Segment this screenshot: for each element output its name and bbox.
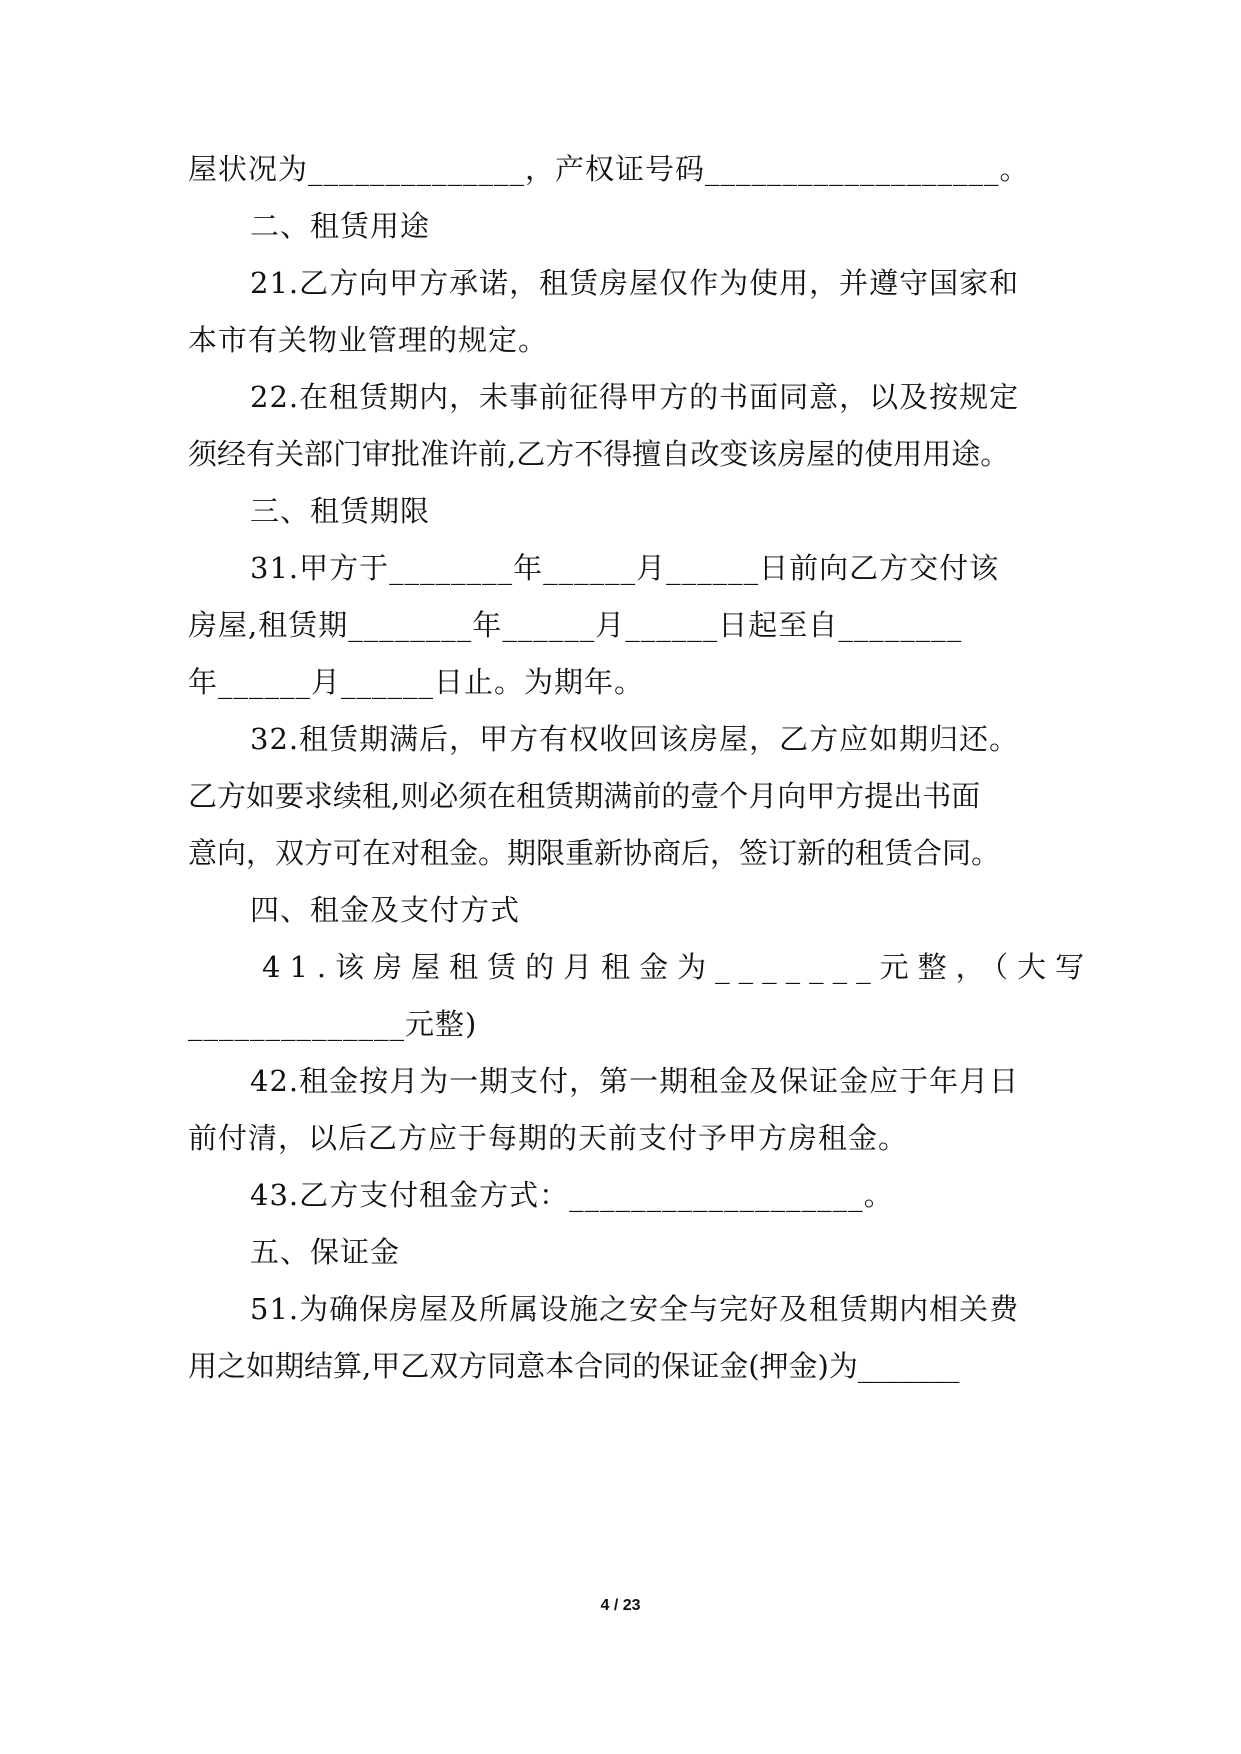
text-line: 22.在租赁期内，未事前征得甲方的书面同意，以及按规定 [250, 380, 1020, 414]
text-line: 意向，双方可在对租金。期限重新协商后，签订新的租赁合同。 [188, 836, 1001, 870]
text-line: 51.为确保房屋及所属设施之安全与完好及租赁期内相关费 [250, 1292, 1020, 1326]
text-line: 前付清，以后乙方应于每期的天前支付予甲方房租金。 [188, 1121, 909, 1155]
text-line: 41.该房屋租赁的月租金为_______元整，（大写 [262, 950, 1094, 984]
text-line: 42.租金按月为一期支付，第一期租金及保证金应于年月日 [250, 1064, 1020, 1098]
text-line: 21.乙方向甲方承诺，租赁房屋仅作为使用，并遵守国家和 [250, 266, 1020, 300]
text-line: 43.乙方支付租金方式：___________________。 [250, 1178, 894, 1212]
text-line: 乙方如要求续租,则必须在租赁期满前的壹个月向甲方提出书面 [188, 779, 981, 813]
text-line: 32.租赁期满后，甲方有权收回该房屋，乙方应如期归还。 [250, 722, 1020, 756]
page-number: 4 / 23 [600, 1597, 641, 1614]
text-line: 须经有关部门审批准许前,乙方不得擅自改变该房屋的使用用途。 [188, 437, 1010, 471]
text-line: 年______月______日止。为期年。 [188, 665, 645, 699]
text-line: 用之如期结算,甲乙双方同意本合同的保证金(押金)为_______ [188, 1349, 960, 1383]
section-heading: 二、租赁用途 [250, 209, 431, 243]
section-heading: 四、租金及支付方式 [250, 893, 521, 927]
text-line: 本市有关物业管理的规定。 [188, 323, 549, 357]
text-line: 屋状况为______________，产权证号码___________________。 [188, 152, 1030, 186]
text-line: 房屋,租赁期________年______月______日起至自________ [188, 608, 963, 642]
section-heading: 五、保证金 [250, 1235, 401, 1269]
section-heading: 三、租赁期限 [250, 494, 431, 528]
text-line: ______________元整) [188, 1007, 478, 1041]
text-line: 31.甲方于________年______月______日前向乙方交付该 [250, 551, 1000, 585]
